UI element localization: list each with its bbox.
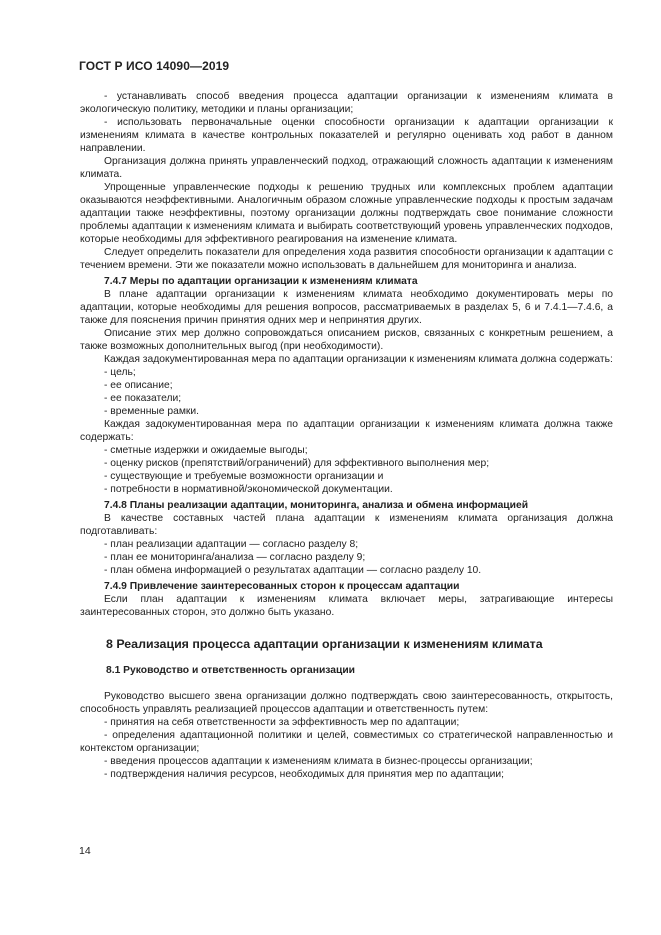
list-item: - ее показатели; bbox=[104, 393, 182, 404]
document-header: ГОСТ Р ИСО 14090—2019 bbox=[79, 59, 230, 73]
paragraph: В качестве составных частей плана адаптации к изменениям климата организация должна подготавливать: bbox=[80, 513, 613, 537]
paragraph: В плане адаптации организации к изменениям климата необходимо документировать меры по адаптации, которые необходимы для решения вопросов, рассматриваемых в разделах 5, 6 и 7.4.1—7.4.6, а также для пояснения причин принятия одних мер и непринятия других. bbox=[80, 289, 613, 326]
subsection-heading: 8.1 Руководство и ответственность организации bbox=[106, 665, 355, 676]
list-item: - подтверждения наличия ресурсов, необходимых для принятия мер по адаптации; bbox=[104, 769, 504, 780]
paragraph: Описание этих мер должно сопровождаться описанием рисков, связанных с конкретным решением, а также возможных дополнительных выгод (при необходимости). bbox=[80, 328, 613, 352]
list-item: - ее описание; bbox=[104, 380, 173, 391]
list-item: - введения процессов адаптации к изменениям климата в бизнес-процессы организации; bbox=[104, 756, 533, 767]
list-item: - план обмена информацией о результатах адаптации — согласно разделу 10. bbox=[104, 565, 482, 576]
paragraph: Организация должна принять управленческий подход, отражающий сложность адаптации к изменениям климата. bbox=[80, 156, 613, 180]
list-item: - определения адаптационной политики и целей, совместимых со стратегической направленностью и контекстом организации; bbox=[80, 730, 613, 754]
section-heading: 8 Реализация процесса адаптации организации к изменениям климата bbox=[106, 637, 543, 651]
list-item: - принятия на себя ответственности за эффективность мер по адаптации; bbox=[104, 717, 460, 728]
list-item: - план реализации адаптации — согласно разделу 8; bbox=[104, 539, 359, 550]
list-item: - существующие и требуемые возможности организации и bbox=[104, 471, 384, 482]
subsection-heading: 7.4.8 Планы реализации адаптации, мониторинга, анализа и обмена информацией bbox=[104, 500, 529, 511]
paragraph: Каждая задокументированная мера по адаптации организации к изменениям климата должна также содержать: bbox=[80, 419, 613, 443]
page-number: 14 bbox=[79, 845, 91, 857]
paragraph: Упрощенные управленческие подходы к решению трудных или комплексных проблем адаптации оказываются неэффективными. Аналогичным образом сложные управленческие подходы к простым задачам адаптации также неэффективны, поэтому организации должны подтверждать свое понимание сложности проблемы адаптации к изменениям климата и выбирать соответствующий уровень управленческих подходов, которые необходимы для эффективного реагирования на изменение климата. bbox=[80, 182, 613, 245]
paragraph: Руководство высшего звена организации должно подтверждать свою заинтересованность, открытость, способность управлять реализацией процессов адаптации и ответственность путем: bbox=[80, 691, 613, 715]
list-item: - использовать первоначальные оценки способности организации к адаптации организации к изменениям климата в качестве контрольных показателей и регулярно оценивать ход работ в данном направлении. bbox=[80, 117, 613, 154]
list-item: - сметные издержки и ожидаемые выгоды; bbox=[104, 445, 308, 456]
paragraph: Каждая задокументированная мера по адаптации организации к изменениям климата должна содержать: bbox=[104, 354, 613, 365]
subsection-heading: 7.4.7 Меры по адаптации организации к изменениям климата bbox=[104, 276, 418, 287]
list-item: - устанавливать способ введения процесса адаптации организации к изменениям климата в экологическую политику, методики и планы организации; bbox=[80, 91, 613, 115]
paragraph: Следует определить показатели для определения хода развития способности организации к адаптации с течением времени. Эти же показатели можно использовать в дальнейшем для мониторинга и анализа. bbox=[80, 247, 613, 271]
list-item: - план ее мониторинга/анализа — согласно разделу 9; bbox=[104, 552, 366, 563]
list-item: - временные рамки. bbox=[104, 406, 200, 417]
paragraph: Если план адаптации к изменениям климата включает меры, затрагивающие интересы заинтересованных сторон, это должно быть указано. bbox=[80, 594, 613, 618]
list-item: - оценку рисков (препятствий/ограничений) для эффективного выполнения мер; bbox=[104, 458, 490, 469]
list-item: - цель; bbox=[104, 367, 136, 378]
document-body bbox=[80, 90, 613, 781]
subsection-heading: 7.4.9 Привлечение заинтересованных сторон к процессам адаптации bbox=[104, 581, 460, 592]
list-item: - потребности в нормативной/экономической документации. bbox=[104, 484, 393, 495]
